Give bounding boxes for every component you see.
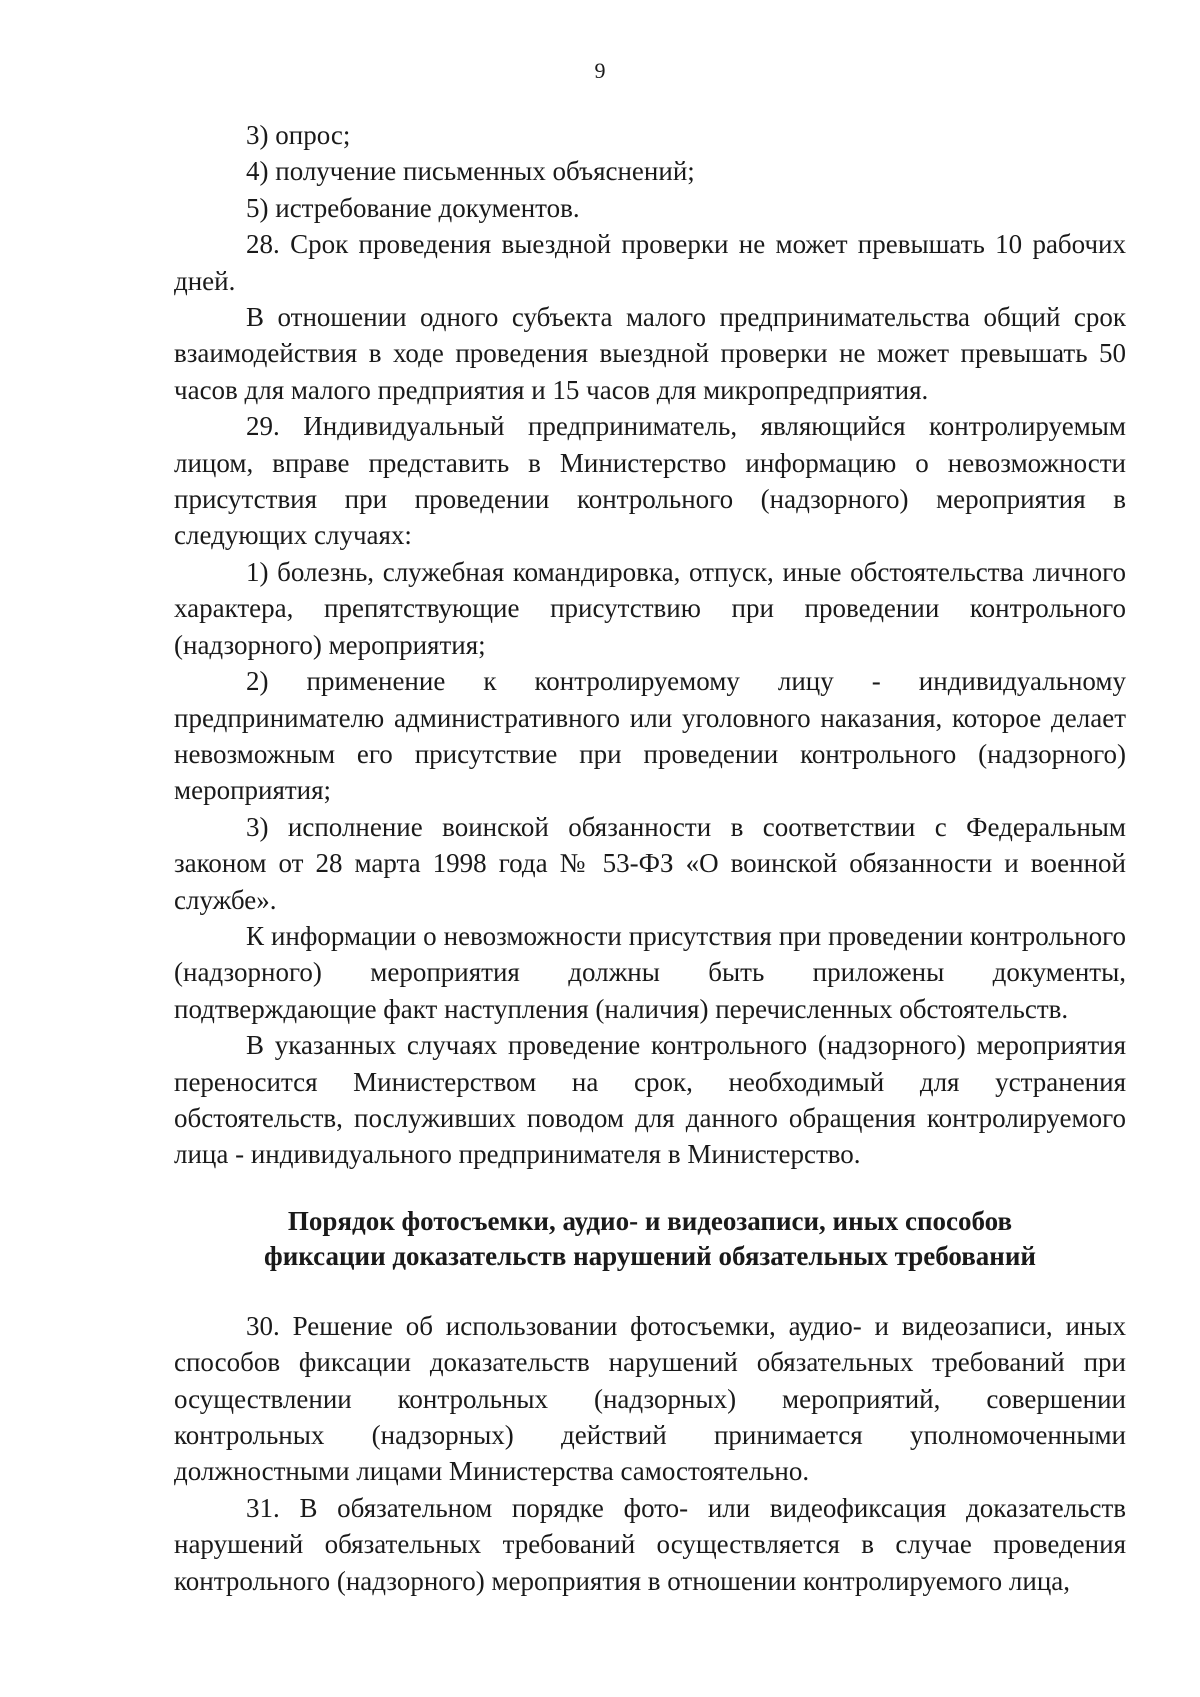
paragraph-small-business-limit: В отношении одного субъекта малого предпринимательства общий срок взаимодействия в ходе проведения выездной проверки не может превышать 50 часов для малого предприятия и 15 часов для микропредприятия. (174, 302, 1126, 405)
paragraph-29: 29. Индивидуальный предприниматель, являющийся контролируемым лицом, вправе представить в Министерство информацию о невозможности присутствия при проведении контрольного (надзорного) мероприятия в следующих случаях: (174, 411, 1126, 551)
section-heading-line-1: Порядок фотосъемки, аудио- и видеозаписи, иных способов (287, 1205, 1013, 1236)
section-heading (174, 1204, 1126, 1274)
list-item-written-explanations: 4) получение письменных объяснений; (246, 156, 695, 187)
paragraph-30: 30. Решение об использовании фотосъемки, аудио- и видеозаписи, иных способов фиксации доказательств нарушений обязательных требований при осуществлении контрольных (надзорных) мероприятий, совершении контрольных (надзорных) действий принимается уполномоченными должностными лицами Министерства самостоятельно. (174, 1310, 1126, 1487)
document-body (174, 117, 1126, 1599)
list-item-illness-travel-leave: 1) болезнь, служебная командировка, отпуск, иные обстоятельства личного характера, препятствующие присутствию при проведении контрольного (надзорного) мероприятия; (174, 556, 1126, 660)
page-number: 9 (594, 58, 606, 83)
paragraph-postponement: В указанных случаях проведение контрольного (надзорного) мероприятия переносится Министерством на срок, необходимый для устранения обстоятельств, послуживших поводом для данного обращения контролируемого лица - индивидуального предпринимателя в Министерство. (174, 1030, 1126, 1170)
paragraph-attached-documents: К информации о невозможности присутствия при проведении контрольного (надзорного) мероприятия должны быть приложены документы, подтверждающие факт наступления (наличия) перечисленных обстоятельств. (174, 920, 1126, 1024)
paragraph-31: 31. В обязательном порядке фото- или видеофиксация доказательств нарушений обязательных требований осуществляется в случае проведения контрольного (надзорного) мероприятия в отношении контролируемого лица, (174, 1492, 1126, 1596)
paragraph-28: 28. Срок проведения выездной проверки не может превышать 10 рабочих дней. (174, 229, 1126, 296)
list-item-interview: 3) опрос; (246, 120, 351, 150)
list-item-punishment: 2) применение к контролируемому лицу - индивидуальному предпринимателю административного или уголовного наказания, которое делает невозможным его присутствие при проведении контрольного (надзорного) мероприятия; (174, 666, 1126, 806)
list-item-military-duty: 3) исполнение воинской обязанности в соответствии с Федеральным законом от 28 марта 1998 года № 53-ФЗ «О воинской обязанности и военной службе». (174, 811, 1126, 915)
section-heading-line-2: фиксации доказательств нарушений обязательных требований (264, 1240, 1036, 1271)
list-item-document-request: 5) истребование документов. (246, 192, 580, 223)
